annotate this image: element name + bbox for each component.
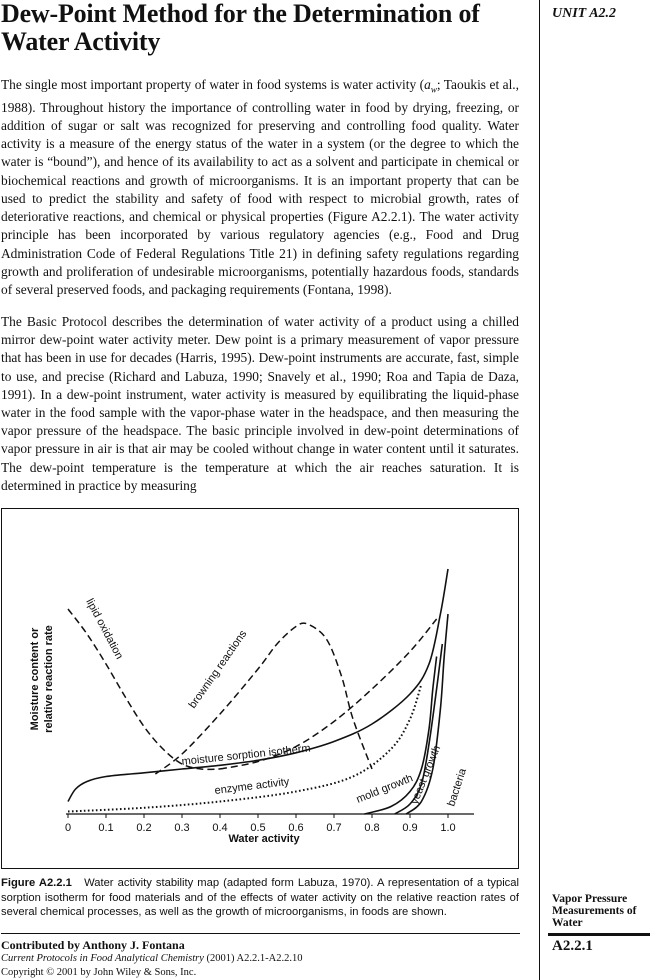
sidebar-title: Vapor Pressure Measurements of Water <box>552 893 637 929</box>
y-axis-title-line2: relative reaction rate <box>43 625 55 733</box>
aw-a: a <box>424 77 431 92</box>
body-paragraph-1 <box>1 76 519 299</box>
label-enzyme-activity: enzyme activity <box>213 775 291 797</box>
figure-frame <box>1 508 519 869</box>
aw-sub: w <box>430 84 437 95</box>
x-axis-title: Water activity <box>228 833 300 845</box>
caption-text: Water activity stability map (adapted form Labuza, 1970). A representation of a typical sorption isotherm for food materials and of the effects of water activity on the relative reaction rates of several chemical processes, as well as the growth of microorganisms, in foods are shown. <box>1 877 519 918</box>
footer-rule <box>1 933 520 934</box>
x-tick-label: 0.3 <box>174 822 190 834</box>
curve-moisture-sorption-isotherm <box>68 569 448 802</box>
page-number: A2.2.1 <box>552 938 593 954</box>
page-title: Dew-Point Method for the Determination of Water Activity <box>1 0 480 56</box>
label-bacteria: bacteria <box>445 766 469 808</box>
y-axis-title-line1: Moisture content or <box>29 627 41 731</box>
contributor-line: Contributed by Anthony J. Fontana <box>1 938 185 952</box>
caption-label: Figure A2.2.1 <box>1 877 72 889</box>
unit-label: UNIT A2.2 <box>552 6 617 21</box>
para1-start: The single most important property of water in food systems is water activity ( <box>1 77 425 92</box>
sidebar-rule <box>548 933 650 936</box>
vertical-rule <box>539 0 540 980</box>
x-tick-label: 0.6 <box>288 822 304 834</box>
x-tick-label: 0.9 <box>402 822 418 834</box>
x-tick-label: 1.0 <box>440 822 456 834</box>
aw-symbol <box>424 77 437 95</box>
para1-rest: ; Taoukis et al., 1988). Throughout history the importance of controlling water in food by drying, freezing, or addition of sugar or salt was recognized for preserving and controlling food quality. Water activity is a measure of the energy status of the water in a system (or the degree to which the water is “bound”), and hence of its availability to act as a solvent and participate in chemical or biochemical reactions and growth of microorganisms. It is an important property that can be used to predict the stability and safety of food with respect to microbial growth, rates of deteriorative reactions, and chemical or physical properties (Figure A2.2.1). The water activity principle has been incorporated by various regulatory agencies (e.g., Food and Drug Administration Code of Federal Regulations Title 21) in defining safety regulations regarding growth and proliferation of undesirable microorganisms, potentially hazardous foods, standards of several preserved foods, and packaging requirements (Fontana, 1998). <box>1 77 520 297</box>
x-tick-label: 0.7 <box>326 822 342 834</box>
copyright-line: Copyright © 2001 by John Wiley & Sons, Inc. <box>1 967 197 978</box>
label-moisture-sorption-isotherm: moisture sorption isotherm <box>181 742 312 768</box>
citation-line <box>1 953 302 964</box>
label-yeast-growth: yeast growth <box>408 743 444 807</box>
label-browning-reactions: browning reactions <box>186 628 250 711</box>
x-tick-label: 0.1 <box>98 822 114 834</box>
x-tick-label: 0.8 <box>364 822 380 834</box>
journal-name: Current Protocols in Food Analytical Chemistry <box>1 953 204 964</box>
citation-rest: (2001) A2.2.1-A2.2.10 <box>203 953 303 964</box>
x-tick-label: 0 <box>64 822 72 834</box>
figure-caption <box>1 876 519 920</box>
body-paragraph-2: The Basic Protocol describes the determination of water activity of a product using a chilled mirror dew-point water activity meter. Dew point is a primary measurement of vapor pressure that has been in use for decades (Harris, 1995). Dew-point instruments are accurate, fast, simple to use, and precise (Richard and Labuza, 1990; Snavely et al., 1990; Roa and Tapia de Daza, 1991). In a dew-point instrument, water activity is measured by equilibrating the liquid-phase water in the food sample with the vapor-phase water in the headspace, and then measuring the vapor pressure of the headspace. The basic principle involved in dew-point determinations of vapor pressure in air is that air may be cooled without change in water content until it saturates. The dew-point temperature is the temperature at which the air reaches saturation. It is determined in practice by measuring <box>1 314 519 493</box>
stability-chart <box>2 509 520 870</box>
x-tick-label: 0.5 <box>250 822 266 834</box>
label-lipid-oxidation: lipid oxidation <box>83 596 126 662</box>
label-mold-growth: mold growth <box>354 772 415 806</box>
x-tick-label: 0.4 <box>212 822 228 834</box>
x-tick-label: 0.2 <box>136 822 152 834</box>
